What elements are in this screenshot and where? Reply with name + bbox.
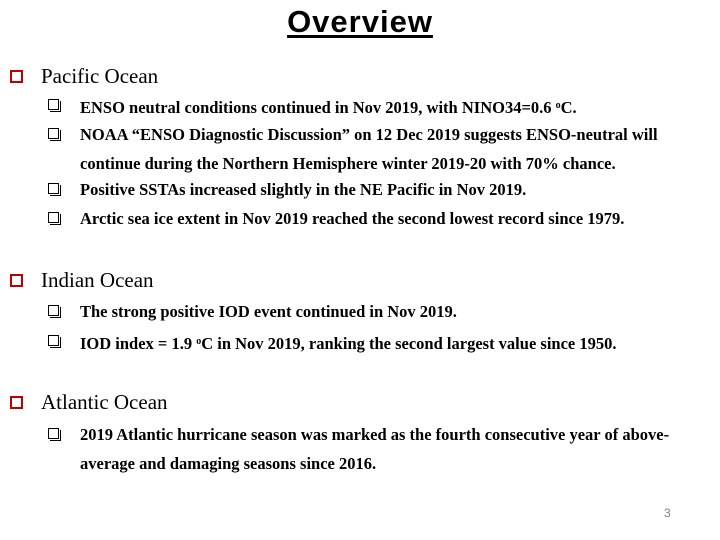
section-heading-pacific <box>10 63 158 89</box>
bullet-text: NOAA “ENSO Diagnostic Discussion” on 12 Dec 2019 suggests ENSO-neutral will continue during the Northern Hemisphere winter 2019-20 with 70% chance. <box>80 125 658 173</box>
bullet-text: The strong positive IOD event continued in Nov 2019. <box>80 302 457 321</box>
bullet-text: ENSO neutral conditions continued in Nov 2019, with NINO34=0.6 $^o$C. <box>80 98 577 117</box>
bullet-noaa-discussion <box>48 120 688 178</box>
bullet-enso-neutral <box>48 91 688 122</box>
section-heading-label: Atlantic Ocean <box>41 389 168 414</box>
checkbox-square-icon <box>48 212 59 223</box>
bullet-atlantic-hurricane <box>48 420 688 478</box>
checkbox-square-icon <box>48 99 59 110</box>
bullet-text: IOD index = 1.9 $^o$C in Nov 2019, ranking the second largest value since 1950. <box>80 334 617 353</box>
hollow-square-icon <box>10 70 23 83</box>
bullet-positive-sstas <box>48 175 688 204</box>
section-heading-indian <box>10 267 154 293</box>
bullet-arctic-sea-ice <box>48 204 688 233</box>
section-heading-label: Pacific Ocean <box>41 63 159 88</box>
checkbox-square-icon <box>48 335 59 346</box>
checkbox-square-icon <box>48 428 59 439</box>
hollow-square-icon <box>10 396 23 409</box>
page-number: 3 <box>664 506 671 520</box>
checkbox-square-icon <box>48 183 59 194</box>
checkbox-square-icon <box>48 305 59 316</box>
hollow-square-icon <box>10 274 23 287</box>
bullet-text: Arctic sea ice extent in Nov 2019 reached the second lowest record since 1979. <box>80 209 625 228</box>
bullet-text: 2019 Atlantic hurricane season was marked as the fourth consecutive year of above-average and damaging seasons since 2016. <box>80 425 670 473</box>
bullet-text: Positive SSTAs increased slightly in the NE Pacific in Nov 2019. <box>80 180 527 199</box>
section-heading-atlantic <box>10 389 168 415</box>
checkbox-square-icon <box>48 128 59 139</box>
section-heading-label: Indian Ocean <box>41 267 154 292</box>
bullet-iod-event <box>48 297 688 326</box>
bullet-iod-index <box>48 327 688 358</box>
page-title: Overview <box>287 4 433 39</box>
